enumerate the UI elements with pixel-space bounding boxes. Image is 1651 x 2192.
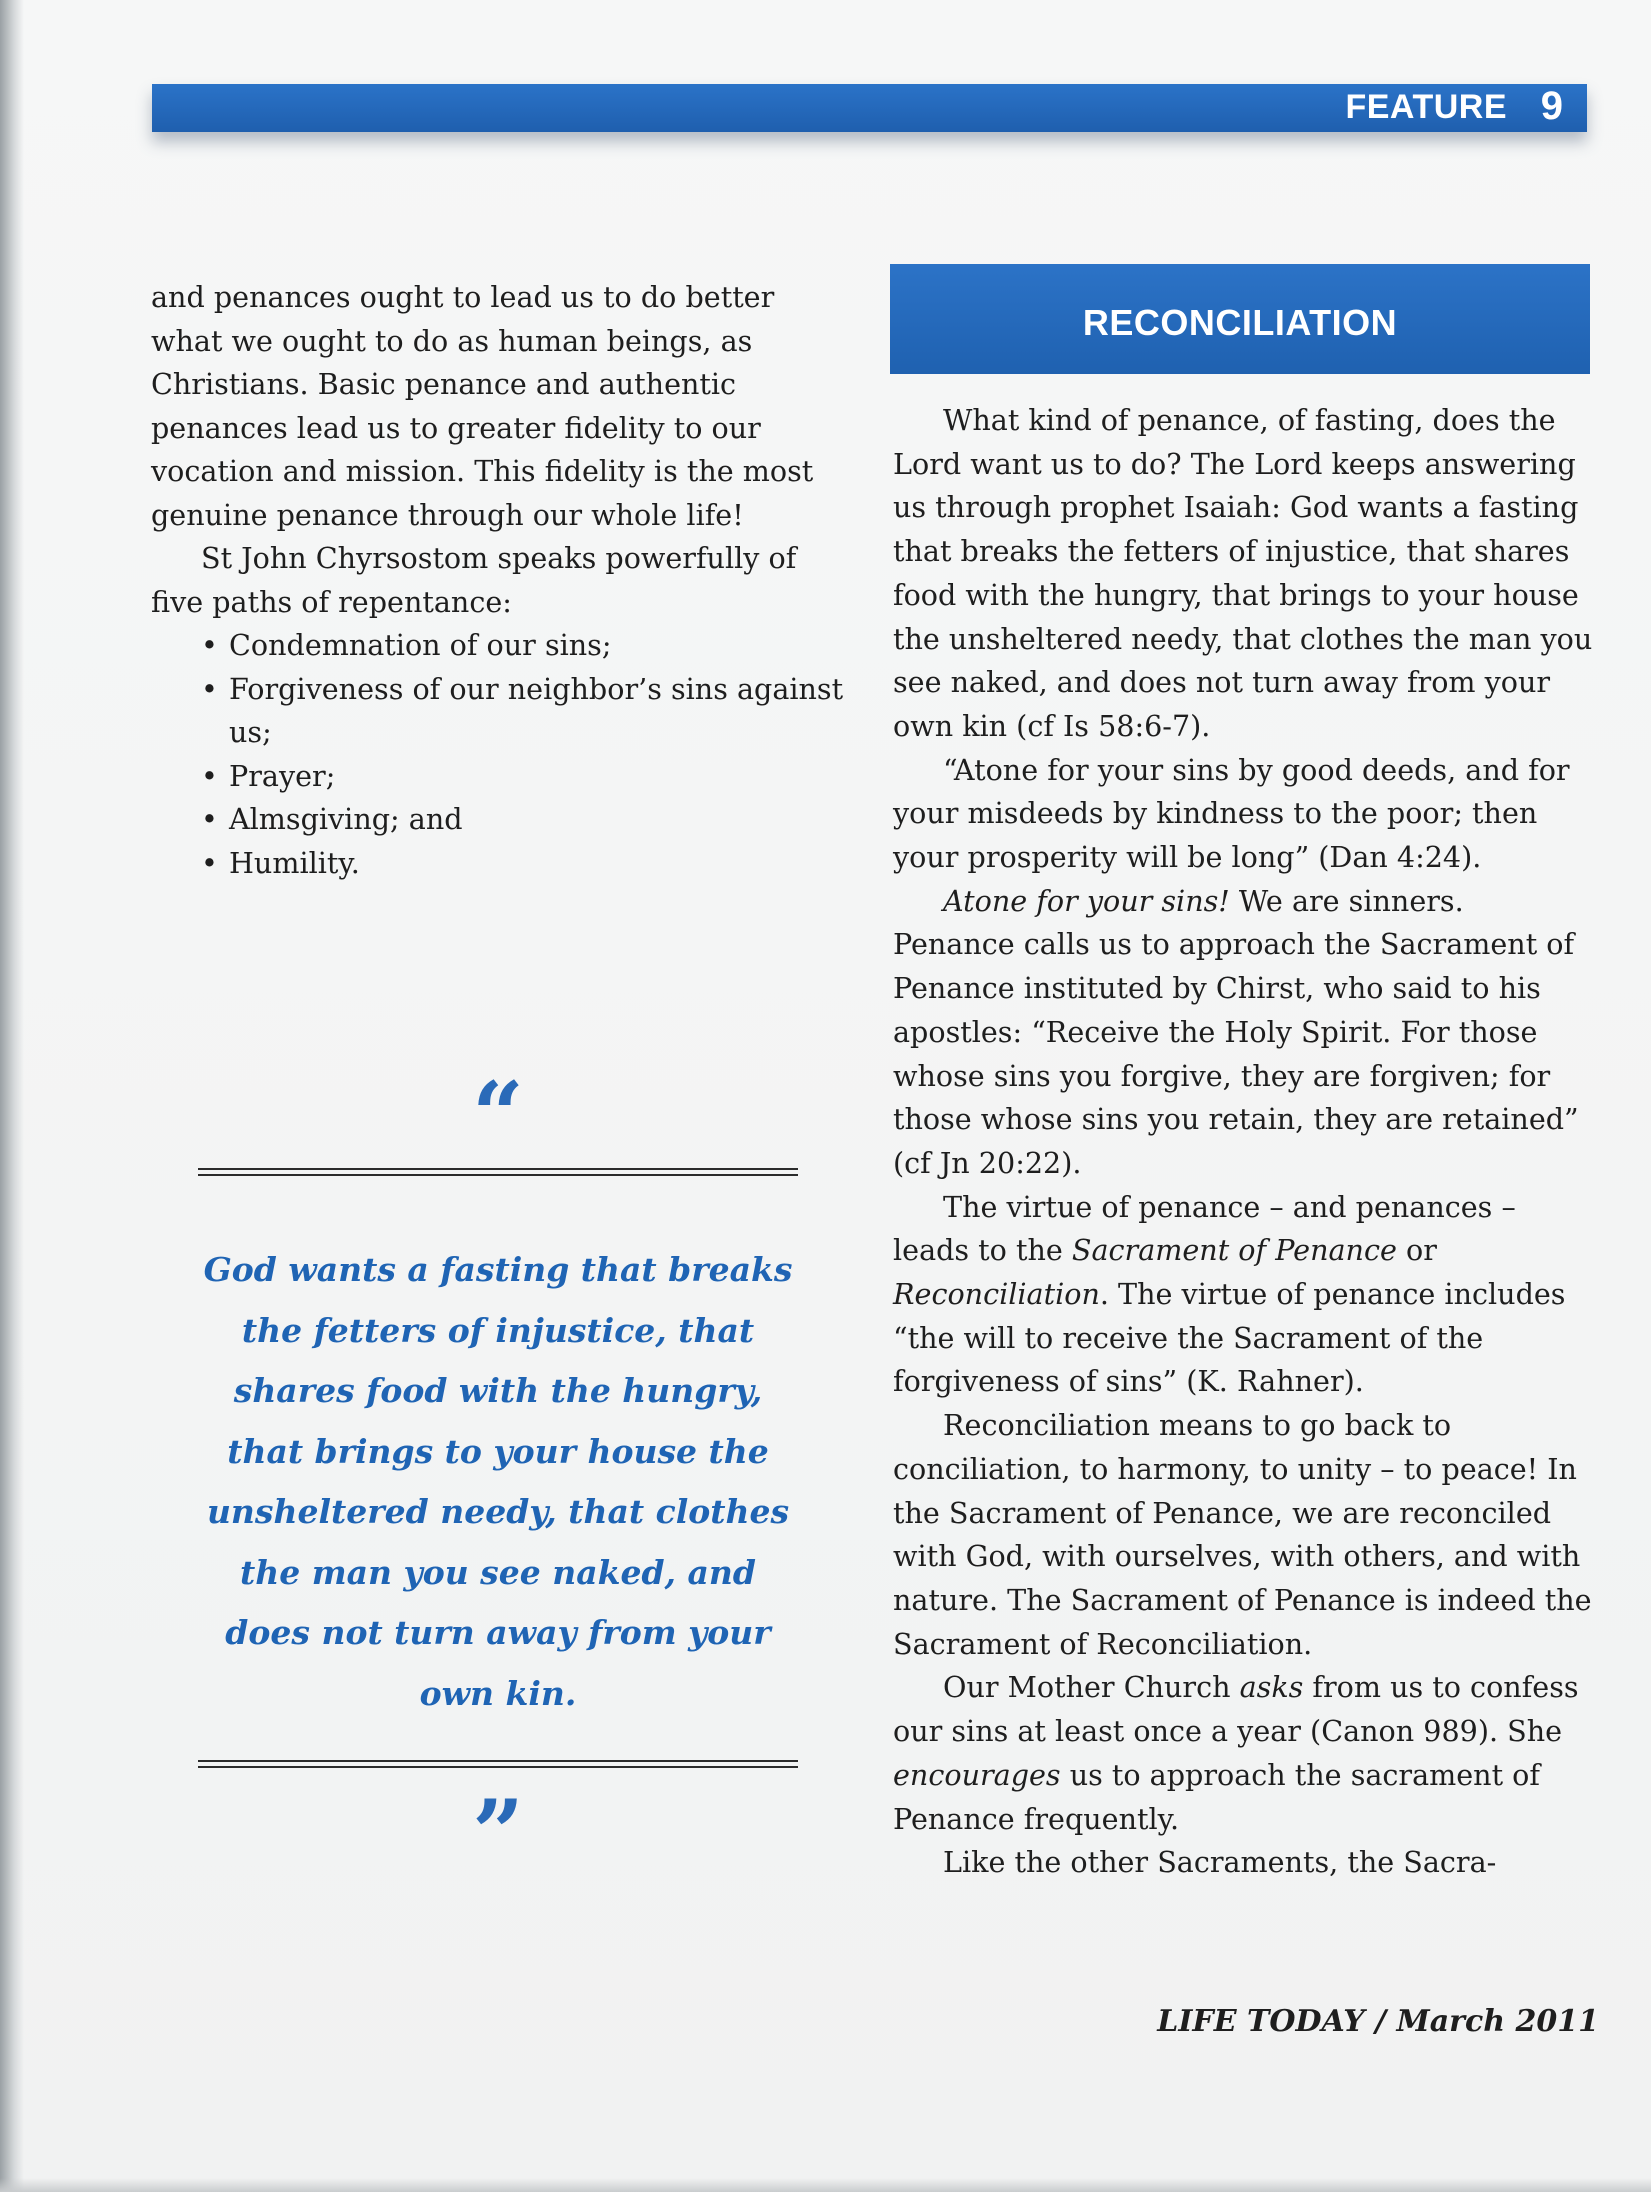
emphasis-text: encourages <box>893 1757 1061 1792</box>
right-paragraph-3 <box>893 880 1593 1186</box>
paragraph-text: . The virtue of penance includes “the will to receive the Sacrament of the forgiveness of sins” (K. Rahner). <box>893 1277 1566 1399</box>
list-item-text: Humility. <box>229 845 360 880</box>
bullet-icon: • <box>201 628 218 662</box>
emphasis-text: Reconciliation <box>893 1277 1100 1312</box>
open-quote-icon: “ <box>472 1062 524 1168</box>
left-paragraph-2: St John Chyrsostom speaks powerfully of five paths of repentance: <box>151 541 797 619</box>
right-paragraph-7: Like the other Sacraments, the Sacra- <box>943 1845 1497 1880</box>
list-item <box>151 755 851 799</box>
list-item-text: Forgiveness of our neighbor’s sins against us; <box>229 671 844 749</box>
quote-rule-bottom <box>198 1760 798 1768</box>
paragraph-text: or <box>1396 1233 1437 1268</box>
paragraph-text: from us to confess our sins at least once a year (Canon 989). She <box>893 1670 1579 1749</box>
list-item-text: Almsgiving; and <box>229 802 463 836</box>
paragraph-text: Our Mother Church <box>943 1670 1240 1705</box>
section-title: RECONCILIATION <box>1082 302 1398 343</box>
page-edge-shadow <box>0 2178 1651 2192</box>
list-item <box>151 668 851 755</box>
list-item <box>151 842 851 886</box>
list-item-text: Condemnation of our sins; <box>229 628 612 662</box>
repentance-list <box>151 624 851 885</box>
close-quote-icon: ” <box>472 1780 524 1886</box>
binding-shadow <box>0 0 24 2192</box>
paragraph-text: We are sinners. Penance calls us to approach the Sacrament of Penance instituted by Chirst, who said to his apostles: “Receive the Holy Spirit. For those whose sins you forgive, they are forgiven; for those whose sins you retain, they are retained” (cf Jn 20:22). <box>893 883 1579 1180</box>
section-label: FEATURE <box>1345 88 1507 126</box>
quote-rule-top <box>198 1168 798 1176</box>
page-number: 9 <box>1540 84 1563 128</box>
left-column <box>151 276 851 885</box>
right-column <box>893 399 1593 1885</box>
emphasis-text: Sacrament of Penance <box>1071 1233 1397 1268</box>
footer-credit: LIFE TODAY / March 2011 <box>1157 2004 1599 2039</box>
paragraph-text: The virtue of penance – and penances – leads to the <box>893 1189 1516 1268</box>
bullet-icon: • <box>201 758 218 793</box>
paragraph-text: us to approach the sacrament of Penance frequently. <box>893 1757 1540 1836</box>
right-paragraph-2: “Atone for your sins by good deeds, and for your misdeeds by kindness to the poor; then your prosperity will be long” (Dan 4:24). <box>893 752 1570 875</box>
left-paragraph-1: and penances ought to lead us to do better what we ought to do as human beings, as Christians. Basic penance and authentic penances lead us to greater fidelity to our vocation and mission. This fidelity is the most genuine penance through our whole life! <box>151 280 814 532</box>
list-item <box>151 798 851 842</box>
header-bar <box>152 84 1587 132</box>
right-paragraph-6 <box>893 1666 1593 1841</box>
right-paragraph-5: Reconciliation means to go back to conciliation, to harmony, to unity – to peace! In the Sacrament of Penance, we are reconciled with God, with ourselves, with others, and with nature. The Sacrament of Penance is indeed the Sacrament of Reconciliation. <box>893 1408 1592 1661</box>
pull-quote <box>198 1062 798 1886</box>
pull-quote-text: God wants a fasting that breaks the fetters of injustice, that shares food with the hungry, that brings to your house the unsheltered needy, that clothes the man you see naked, and does not turn away from your own kin. <box>203 1250 793 1713</box>
bullet-icon: • <box>201 671 218 706</box>
bullet-icon: • <box>201 802 218 836</box>
list-item <box>151 624 851 668</box>
section-header-box <box>890 264 1590 374</box>
right-paragraph-1: What kind of penance, of fasting, does the Lord want us to do? The Lord keeps answering us through prophet Isaiah: God wants a fasting that breaks the fetters of injustice, that shares food with the hungry, that brings to your house the unsheltered needy, that clothes the man you see naked, and does not turn away from your own kin (cf Is 58:6-7). <box>893 403 1593 743</box>
bullet-icon: • <box>201 845 218 880</box>
list-item-text: Prayer; <box>229 758 336 793</box>
emphasis-text: Atone for your sins! <box>943 883 1230 918</box>
emphasis-text: asks <box>1239 1670 1304 1705</box>
right-paragraph-4 <box>893 1186 1593 1405</box>
